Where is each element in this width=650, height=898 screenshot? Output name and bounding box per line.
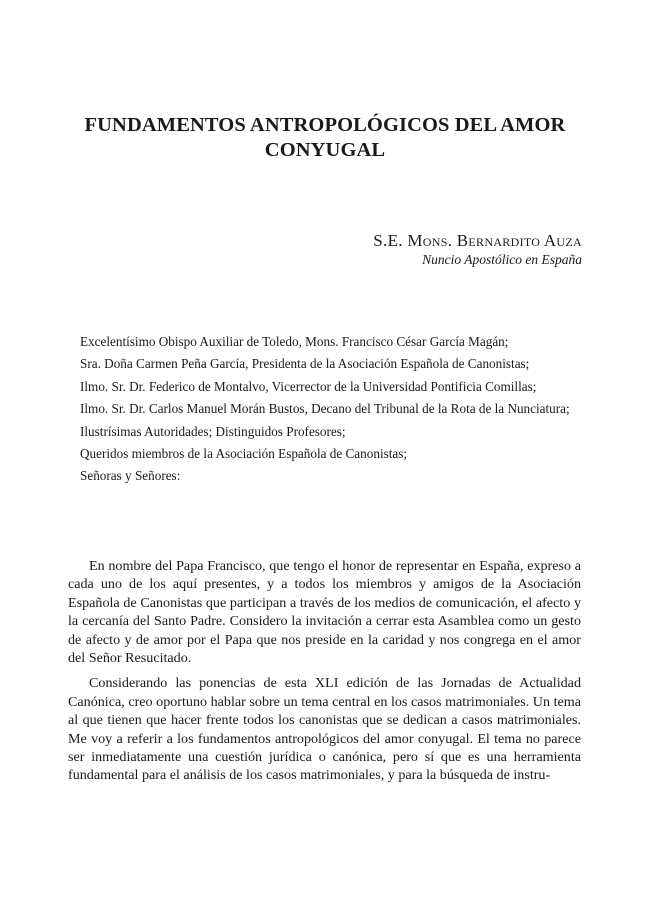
author-role: Nuncio Apostólico en España xyxy=(422,252,582,267)
salutation-item: Ilustrísimas Autoridades; Distinguidos Profesores; xyxy=(80,423,346,439)
body-paragraph: Considerando las ponencias de esta XLI edición de las Jornadas de Actualidad Canónica, creo oportuno hablar sobre un tema central en los casos matrimoniales. Un tema al que tienen que hacer frente todos los canonistas que se dedican a casos matrimoniales. Me voy a referir a los fundamentos antropológicos del amor conyugal. El tema no parece ser inmediatamente una cuestión jurídica o canónica, pero sí que es una herramienta fundamental para el análisis de los casos matrimoniales, y para la búsqueda de instru- xyxy=(68,675,581,784)
salutation-item: Ilmo. Sr. Dr. Federico de Montalvo, Vicerrector de la Universidad Pontificia Comillas; xyxy=(80,378,537,394)
salutation-item: Señoras y Señores: xyxy=(80,468,181,484)
author-name: S.E. Mons. Bernardito Auza xyxy=(373,231,582,250)
body-paragraph: En nombre del Papa Francisco, que tengo el honor de representar en España, expreso a cada uno de los aquí presentes, y a todos los miembros y amigos de la Asociación Española de Canonistas que participan a través de los medios de comunicación, el afecto y la cercanía del Santo Padre. Considero la invitación a cerrar esta Asamblea como un gesto de afecto y de amor por el Papa que nos preside en la caridad y nos congrega en el amor del Señor Resucitado. xyxy=(68,558,581,667)
salutation-item: Ilmo. Sr. Dr. Carlos Manuel Morán Bustos, Decano del Tribunal de la Rota de la Nunciatura; xyxy=(80,401,570,417)
salutation-item: Excelentísimo Obispo Auxiliar de Toledo, Mons. Francisco César García Magán; xyxy=(80,334,509,349)
body-text xyxy=(68,557,581,792)
page-title: FUNDAMENTOS ANTROPOLÓGICOS DEL AMOR CONYUGAL xyxy=(84,114,566,161)
salutation-item: Sra. Doña Carmen Peña García, Presidenta de la Asociación Española de Canonistas; xyxy=(80,356,530,372)
author-block xyxy=(373,231,582,268)
salutation-item: Queridos miembros de la Asociación Española de Canonistas; xyxy=(80,446,408,462)
salutations-list xyxy=(80,333,580,490)
